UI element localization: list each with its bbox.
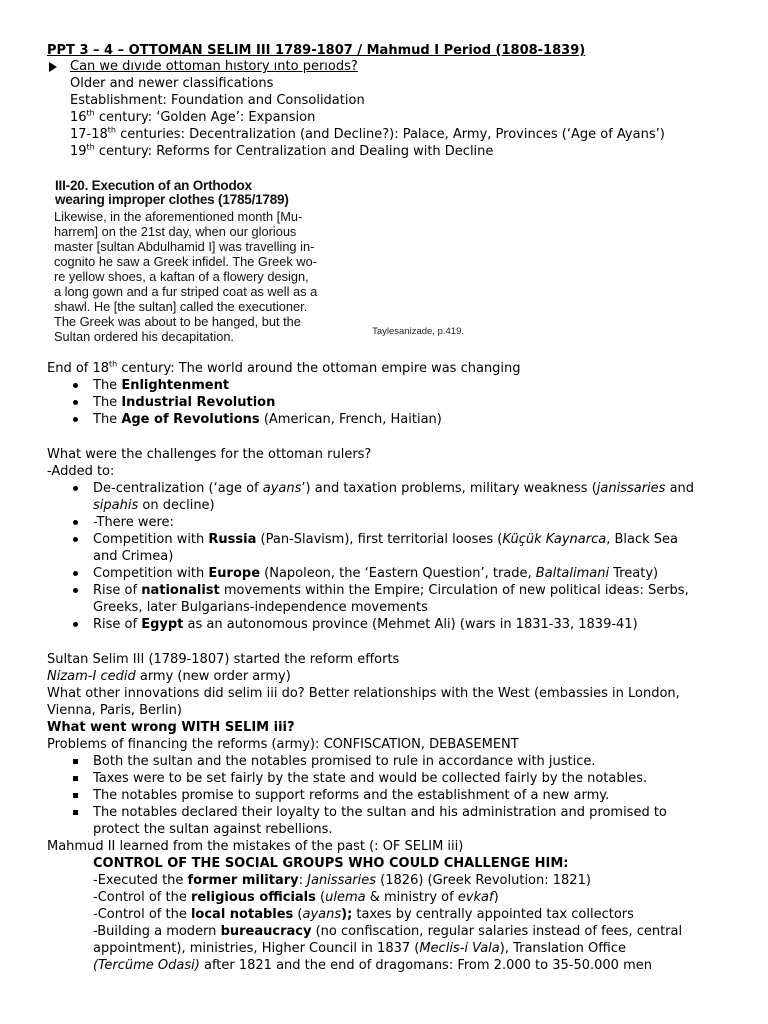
excerpt-title-line-1: III-20. Execution of an Orthodox — [55, 178, 252, 193]
heading-control-social-groups: CONTROL OF THE SOCIAL GROUPS WHO COULD CHALLENGE HIM: — [93, 856, 569, 871]
bullet-russia-cont: and Crimea) — [93, 549, 174, 564]
line-bureaucracy-cont: appointment), ministries, Higher Council in 1837 (Meclis-i Vala), Translation Office — [93, 941, 626, 956]
excerpt-line: a long gown and a fur striped coat as well as a — [54, 284, 318, 299]
excerpt-title-line-2: wearing improper clothes (1785/1789) — [55, 192, 289, 207]
bullet-dot-icon — [73, 622, 78, 627]
bullet-dot-icon — [73, 537, 78, 542]
line-16th-century: 16th century: ‘Golden Age’: Expansion — [70, 108, 316, 125]
bullet-dot-icon — [73, 400, 78, 405]
line-innovations-cont: Vienna, Paris, Berlin) — [47, 703, 182, 718]
bullet-square-icon — [73, 793, 78, 798]
bullet-dot-icon — [73, 383, 78, 388]
excerpt-line: master [sultan Abdulhamid I] was travelling in- — [54, 239, 315, 254]
question-periods: Can we dıvıde ottoman hıstory ınto perıods? — [70, 59, 358, 74]
bullet-decentralization: De-centralization (‘age of ayans’) and taxation problems, military weakness (janissaries and — [93, 481, 695, 496]
line-mahmud-learned: Mahmud II learned from the mistakes of the past (: OF SELIM iii) — [47, 839, 464, 854]
bullet-support-reforms: The notables promise to support reforms and the establishment of a new army. — [93, 788, 610, 803]
line-19th-century: 19th century: Reforms for Centralization and Dealing with Decline — [70, 142, 494, 159]
bullet-loyalty: The notables declared their loyalty to the sultan and his administration and promised to — [93, 805, 667, 820]
line-financing-problems: Problems of financing the reforms (army): CONFISCATION, DEBASEMENT — [47, 737, 519, 752]
bullet-dot-icon — [73, 588, 78, 593]
line-end-18th-century: End of 18th century: The world around the ottoman empire was changing — [47, 359, 521, 376]
bullet-dot-icon — [73, 486, 78, 491]
question-challenges: What were the challenges for the ottoman rulers? — [47, 447, 372, 462]
bullet-enlightenment: The Enlightenment — [93, 378, 230, 393]
line-17-18th-centuries: 17-18th centuries: Decentralization (and Decline?): Palace, Army, Provinces (‘Age of Ayans’) — [70, 125, 665, 142]
excerpt-line: harrem] on the 21st day, when our glorious — [54, 224, 297, 239]
bullet-nationalism-cont: Greeks, later Bulgarians-independence movements — [93, 600, 428, 615]
line-nizam-i-cedid: Nizam-I cedid army (new order army) — [47, 669, 291, 684]
bullet-dot-icon — [73, 571, 78, 576]
line-executed-military: -Executed the former military: Janissaries (1826) (Greek Revolution: 1821) — [93, 873, 591, 888]
line-religious-officials: -Control of the religious officials (ulema & ministry of evkaf) — [93, 890, 499, 905]
line-local-notables: -Control of the local notables (ayans); taxes by centrally appointed tax collectors — [93, 907, 634, 922]
scanned-excerpt — [52, 178, 468, 344]
line-bureaucracy: -Building a modern bureaucracy (no confiscation, regular salaries instead of fees, central — [93, 924, 683, 939]
bullet-egypt: Rise of Egypt as an autonomous province (Mehmet Ali) (wars in 1831-33, 1839-41) — [93, 617, 638, 632]
heading-what-went-wrong: What went wrong WITH SELIM iii? — [47, 720, 295, 735]
bullet-industrial-revolution: The Industrial Revolution — [93, 395, 276, 410]
excerpt-line: Sultan ordered his decapitation. — [54, 329, 234, 344]
bullet-age-of-revolutions: The Age of Revolutions (American, French, Haitian) — [93, 412, 442, 427]
bullet-dot-icon — [73, 417, 78, 422]
line-selim-reforms: Sultan Selim III (1789-1807) started the reform efforts — [47, 652, 400, 667]
excerpt-line: shawl. He [the sultan] called the executioner. — [54, 299, 308, 314]
bullet-europe: Competition with Europe (Napoleon, the ‘Eastern Question’, trade, Baltalimani Treaty) — [93, 566, 659, 581]
excerpt-line: cognito he saw a Greek infidel. The Greek wo- — [54, 254, 317, 269]
bullet-loyalty-cont: protect the sultan against rebellions. — [93, 822, 333, 837]
line-classifications: Older and newer classifications — [70, 76, 274, 91]
bullet-taxes: Taxes were to be set fairly by the state and would be collected fairly by the notables. — [93, 771, 648, 786]
excerpt-line: Likewise, in the aforementioned month [Mu- — [54, 209, 303, 224]
bullet-square-icon — [73, 810, 78, 815]
bullet-decentralization-cont: sipahis on decline) — [93, 498, 215, 513]
excerpt-line: The Greek was about to be hanged, but the — [54, 314, 301, 329]
page-title: PPT 3 – 4 – OTTOMAN SELIM III 1789-1807 / Mahmud I Period (1808-1839) — [47, 43, 586, 58]
excerpt-source: Taylesanizade, p.419. — [372, 326, 464, 337]
arrow-bullet-icon — [49, 62, 57, 72]
bullet-dot-icon — [73, 520, 78, 525]
excerpt-line: re yellow shoes, a kaftan of a flowery design, — [54, 269, 309, 284]
bullet-nationalism: Rise of nationalist movements within the Empire; Circulation of new political ideas: Serbs, — [93, 583, 689, 598]
bullet-square-icon — [73, 759, 78, 764]
bullet-russia: Competition with Russia (Pan-Slavism), first territorial looses (Küçük Kaynarca, Black Sea — [93, 532, 678, 547]
line-innovations: What other innovations did selim iii do? Better relationships with the West (embassies in London, — [47, 686, 680, 701]
line-added-to: -Added to: — [47, 464, 115, 479]
line-bureaucracy-end: (Tercüme Odasi) after 1821 and the end of dragomans: From 2.000 to 35-50.000 men — [93, 958, 652, 973]
line-establishment: Establishment: Foundation and Consolidation — [70, 93, 365, 108]
bullet-justice: Both the sultan and the notables promised to rule in accordance with justice. — [93, 754, 596, 769]
bullet-there-were: -There were: — [93, 515, 174, 530]
bullet-square-icon — [73, 776, 78, 781]
